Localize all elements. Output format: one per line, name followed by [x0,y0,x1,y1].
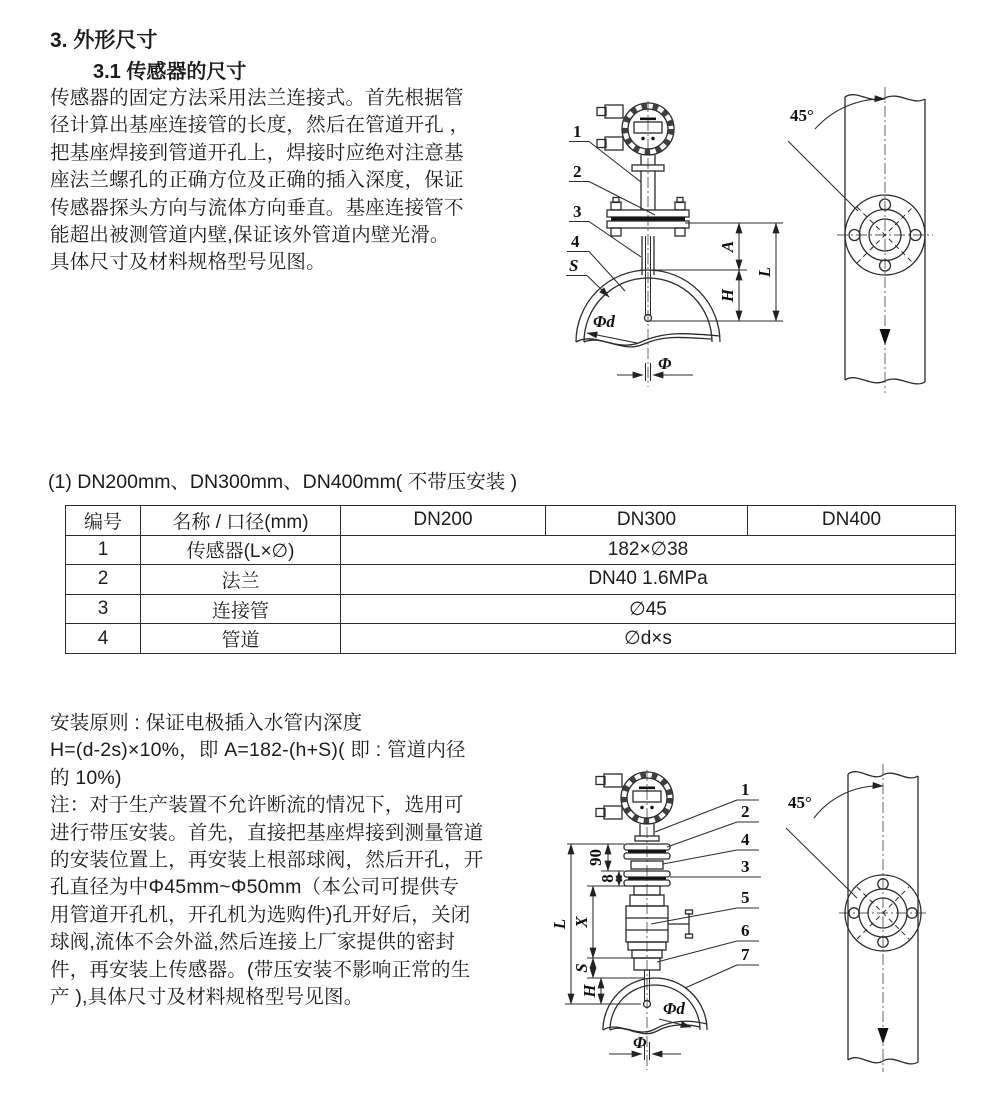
button-dot [650,806,653,809]
dim-8-label: 8 [598,874,617,883]
cable-gland [596,806,622,819]
meter-head [597,103,674,155]
row-value: ∅d×s [341,624,956,654]
callout-1-label: 1 [741,780,750,799]
pipe-45deg-view [788,87,933,393]
display-brand-mark [639,787,655,790]
dim-h-label: H [580,984,599,998]
sensor-dimension-diagram [545,75,1000,405]
button-dot [651,137,654,140]
dim-a-label: A [718,240,737,253]
intro-paragraph: 传感器的固定方法采用法兰连接式。首先根据管 径计算出基座连接管的长度，然后在管道开孔 ， 把基座焊接到管道开孔上，焊接时应绝对注意基 座法兰螺孔的正确方位及正确的插入深度，保证 传感器探头方向与流体方向垂直。基座连接管不 能超出被测管道内壁,保证该外管道内壁光滑。 具体尺寸及材料规格型号见图。 [50,87,470,274]
dim-phi-label: Φ [633,1033,647,1052]
cable-gland [596,774,622,787]
dim-phi-label: Φ [658,354,672,373]
meter-head [596,772,673,824]
dim-x-label: X [572,916,591,928]
col-header-dn200: DN200 [341,506,546,536]
dim-l-label: L [550,918,569,930]
callout-3-label: 3 [573,202,582,221]
flow-direction-arrow [878,1028,889,1044]
callout-4-label: 4 [741,830,750,849]
table-row [66,535,956,565]
col-header-name: 名称 / 口径(mm) [141,506,341,536]
display-brand-mark [640,118,656,121]
callout-2-label: 2 [741,802,750,821]
dim-phid-label: Φd [663,999,685,1018]
row-no: 4 [66,624,141,654]
row-name: 传感器(L×∅) [141,535,341,565]
pipe-45deg-view [786,764,927,1072]
dimension-lines [649,223,783,321]
callout-s-label: S [569,256,579,275]
table-row [66,594,956,624]
callout-2-label: 2 [573,162,582,181]
row-name: 法兰 [141,565,341,595]
col-header-dn300: DN300 [546,506,748,536]
diameter-annotations [609,999,691,1060]
dim-s-label: S [572,963,591,973]
diameter-annotations [587,312,693,381]
cable-gland [597,105,623,118]
callout-7-label: 7 [741,945,750,964]
callout-6-label: 6 [741,921,750,940]
subsection-heading: 3.1 传感器的尺寸 [93,61,247,83]
button-dot [641,137,644,140]
dim-phid-label: Φd [593,312,615,331]
callout-5-label: 5 [741,888,750,907]
callout-4-label: 4 [571,232,580,251]
table-header-row [66,506,956,536]
angle-label: 45° [790,106,814,125]
row-no: 2 [66,565,141,595]
flow-direction-arrow [880,329,891,345]
button-dot [640,806,643,809]
hot-tap-installation-diagram [545,748,1000,1093]
callout-1-label: 1 [573,122,582,141]
row-no: 1 [66,535,141,565]
installation-paragraph: 安装原则 : 保证电极插入水管内深度 H=(d-2s)×10%，即 A=182-(h+S)( 即 : 管道内径 的 10%) 注：对于生产装置不允许断流的情况下，选用可 进行带压安装。首先，直接把基座焊接到测量管道 的安装位置上，再安装上根部球阀，然后开孔，开 孔直径为中Φ45mm~Φ50mm（本公司可提供专 用管道开孔机，开孔机为选购件)孔开好后，关闭 球阀,流体不会外溢,然后连接上厂家提供的密封 件，再安装上传感器。(带压安装不影响正常的生 产 ),具体尺寸及材料规格型号见图。 [50,712,484,1009]
section-heading: 3. 外形尺寸 [50,29,158,52]
col-header-no: 编号 [66,506,141,536]
table-row [66,624,956,654]
row-value: DN40 1.6MPa [341,565,956,595]
row-value: 182×∅38 [341,535,956,565]
angle-label: 45° [788,793,812,812]
dim-90-label: 90 [586,849,605,866]
dim-h-label: H [718,288,737,303]
callout-3-label: 3 [741,857,750,876]
dim-l-label: L [755,266,774,278]
row-name: 连接管 [141,594,341,624]
col-header-dn400: DN400 [748,506,956,536]
ball-valve [626,886,693,970]
row-value: ∅45 [341,594,956,624]
row-no: 3 [66,594,141,624]
row-name: 管道 [141,624,341,654]
pipe-section [603,978,707,1034]
cable-gland [597,137,623,150]
table-row [66,565,956,595]
dimension-table [65,505,956,654]
table-caption: (1) DN200mm、DN300mm、DN400mm( 不带压安装 ) [48,471,518,493]
